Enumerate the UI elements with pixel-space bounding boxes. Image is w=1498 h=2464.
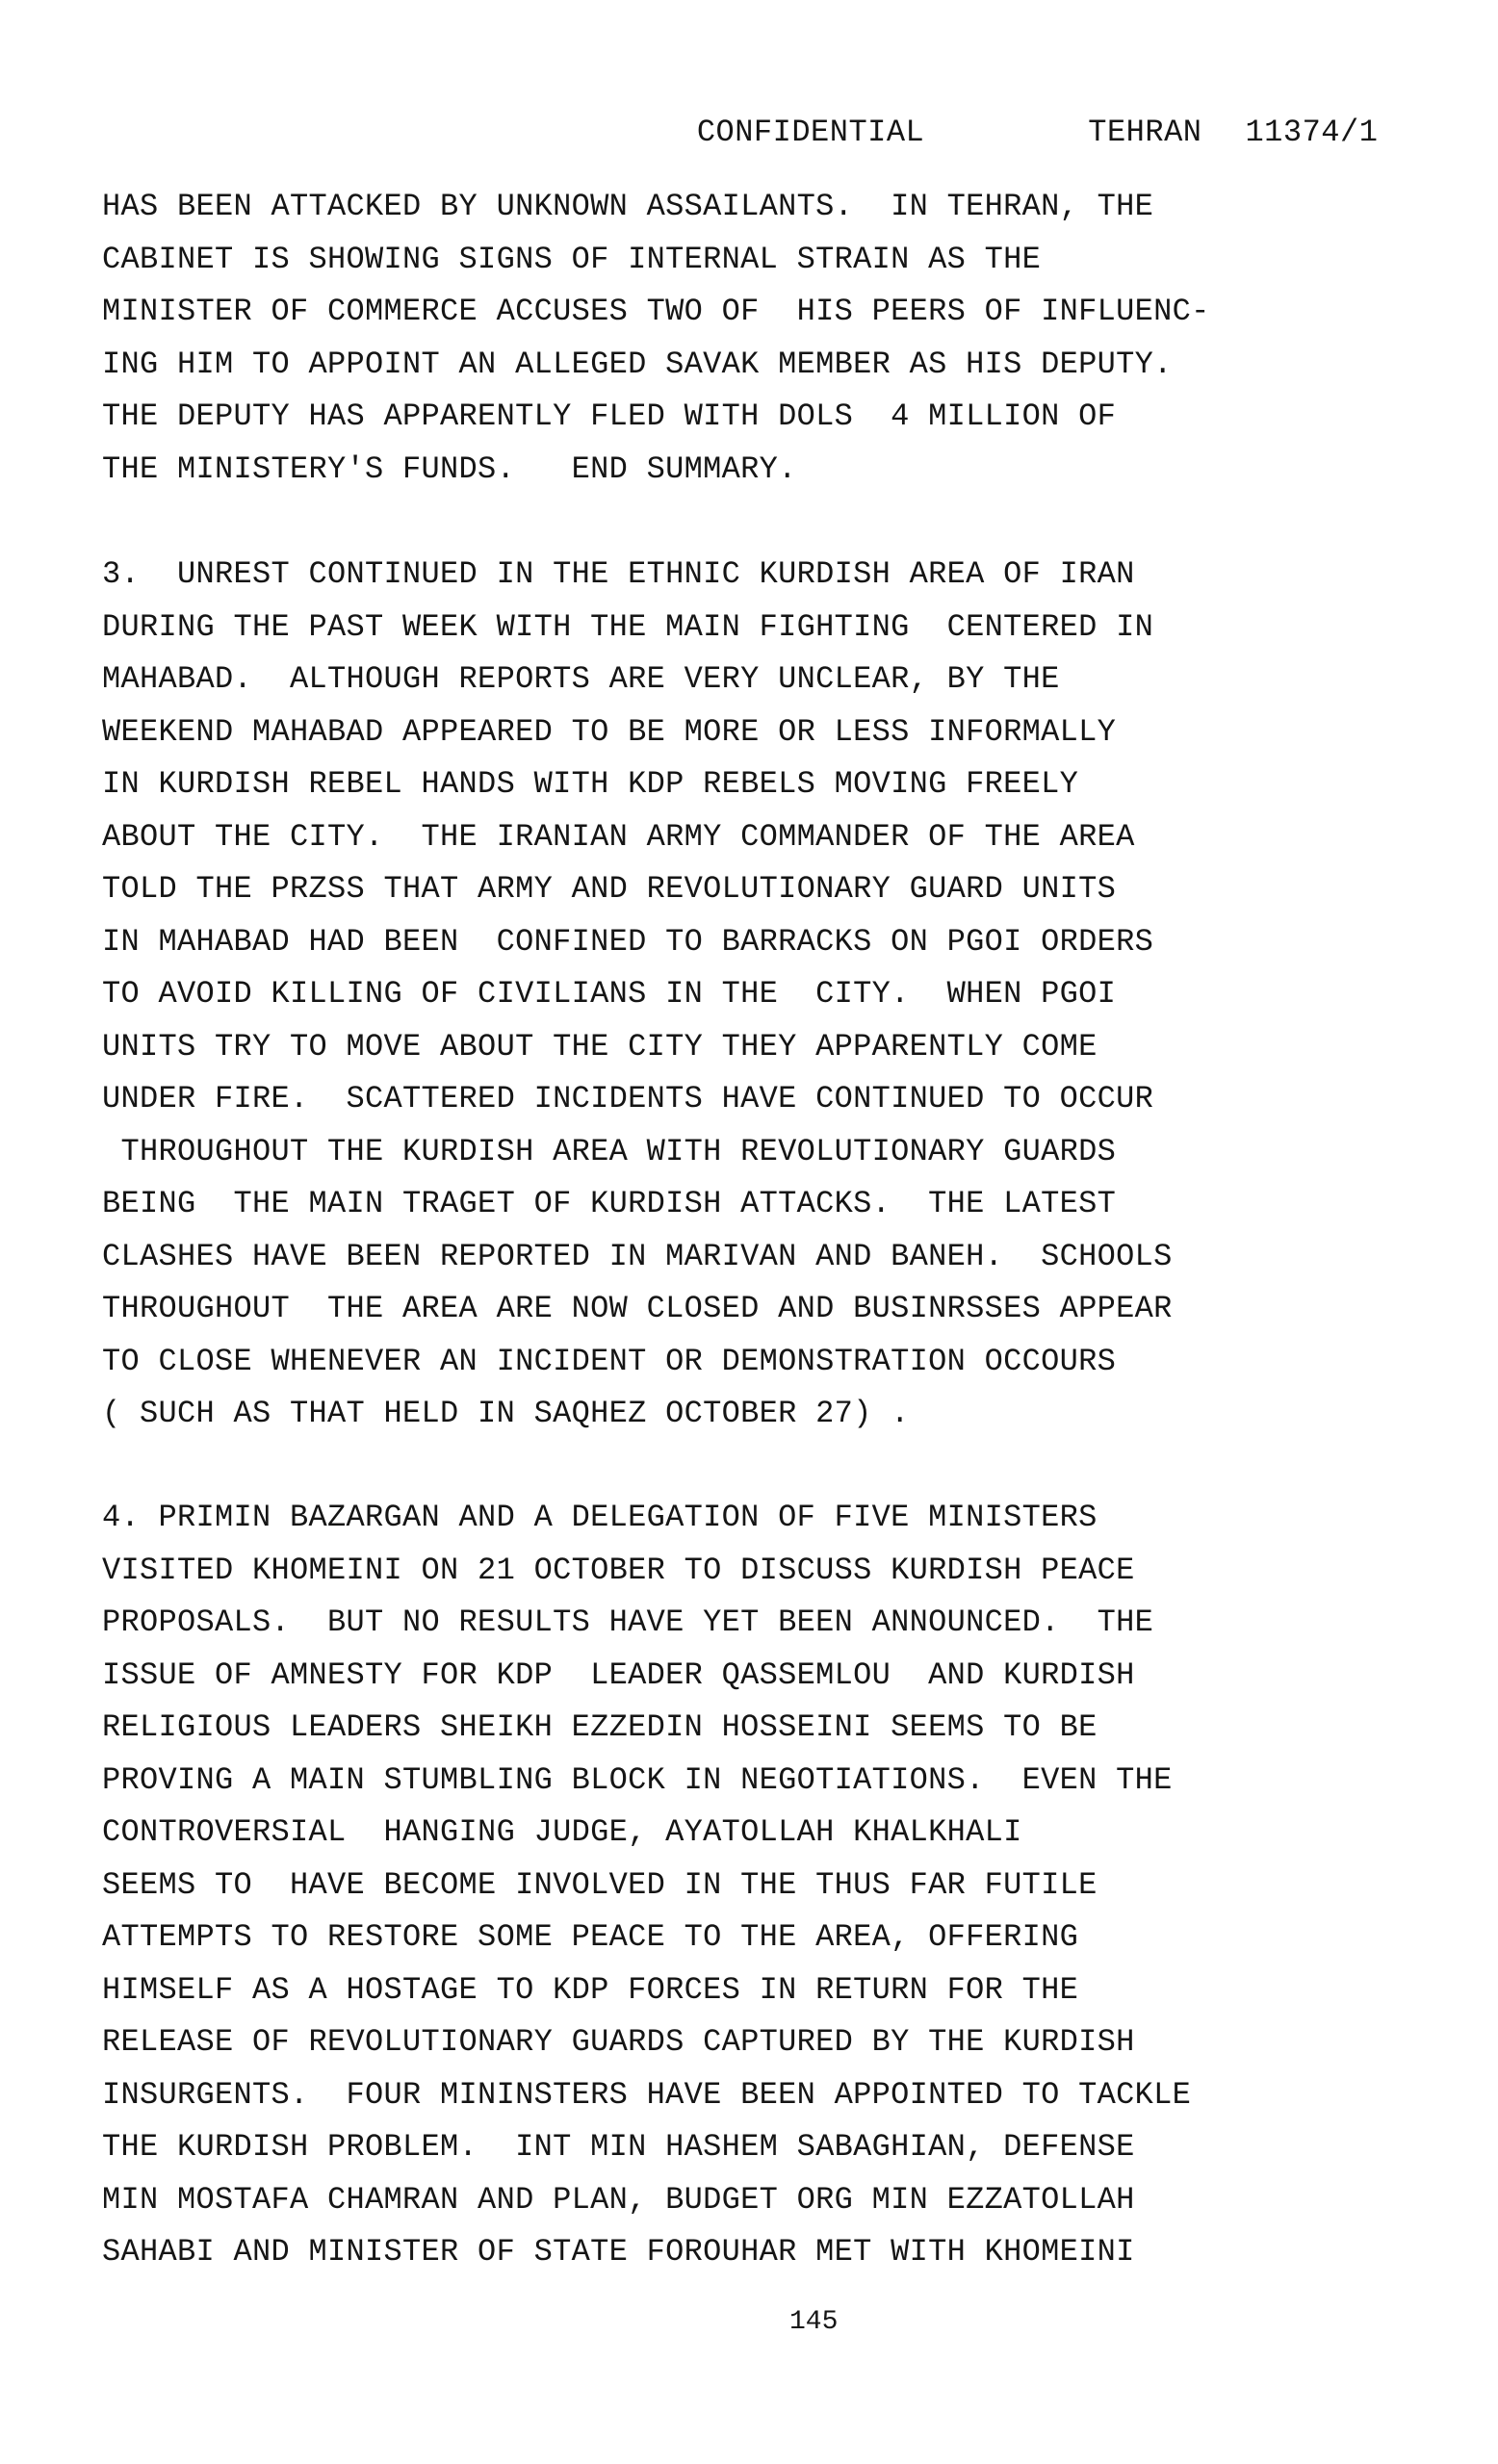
paragraph-4 bbox=[102, 1492, 1191, 2279]
text-line: UNITS TRY TO MOVE ABOUT THE CITY THEY APPARENTLY COME bbox=[102, 1028, 1098, 1065]
text-line: ( SUCH AS THAT HELD IN SAQHEZ OCTOBER 27) . bbox=[102, 1396, 910, 1431]
text-line: WEEKEND MAHABAD APPEARED TO BE MORE OR LESS INFORMALLY bbox=[102, 713, 1117, 750]
text-line: THROUGHOUT THE AREA ARE NOW CLOSED AND BUSINRSSES APPEAR bbox=[102, 1291, 1173, 1326]
text-line: 4. PRIMIN BAZARGAN AND A DELEGATION OF FIVE MINISTERS bbox=[102, 1500, 1098, 1535]
text-line: CONTROVERSIAL HANGING JUDGE, AYATOLLAH KHALKHALI bbox=[102, 1814, 1022, 1850]
text-line: IN KURDISH REBEL HANDS WITH KDP REBELS MOVING FREELY bbox=[102, 766, 1079, 802]
page-header bbox=[621, 79, 1378, 186]
text-line: TO CLOSE WHENEVER AN INCIDENT OR DEMONSTRATION OCCOURS bbox=[102, 1343, 1117, 1379]
text-line: CLASHES HAVE BEEN REPORTED IN MARIVAN AND BANEH. SCHOOLS bbox=[102, 1238, 1173, 1274]
text-line: SEEMS TO HAVE BECOME INVOLVED IN THE THUS FAR FUTILE bbox=[102, 1866, 1098, 1903]
text-line: MINISTER OF COMMERCE ACCUSES TWO OF HIS PEERS OF INFLUENC- bbox=[102, 294, 1210, 329]
text-line: THROUGHOUT THE KURDISH AREA WITH REVOLUTIONARY GUARDS bbox=[102, 1133, 1117, 1169]
text-line: DURING THE PAST WEEK WITH THE MAIN FIGHTING CENTERED IN bbox=[102, 608, 1154, 645]
text-line: THE MINISTERY'S FUNDS. END SUMMARY. bbox=[102, 450, 797, 487]
text-line: MIN MOSTAFA CHAMRAN AND PLAN, BUDGET ORG MIN EZZATOLLAH bbox=[102, 2181, 1135, 2218]
text-line: RELIGIOUS LEADERS SHEIKH EZZEDIN HOSSEINI SEEMS TO BE bbox=[102, 1709, 1098, 1745]
text-line: TO AVOID KILLING OF CIVILIANS IN THE CITY. WHEN PGOI bbox=[102, 976, 1117, 1012]
cable-reference: 11374/1 bbox=[1245, 115, 1379, 150]
text-line: PROVING A MAIN STUMBLING BLOCK IN NEGOTIATIONS. EVEN THE bbox=[102, 1761, 1173, 1798]
text-line: 3. UNREST CONTINUED IN THE ETHNIC KURDISH AREA OF IRAN bbox=[102, 556, 1135, 592]
text-line: VISITED KHOMEINI ON 21 OCTOBER TO DISCUSS KURDISH PEACE bbox=[102, 1552, 1135, 1588]
text-line: INSURGENTS. FOUR MININSTERS HAVE BEEN APPOINTED TO TACKLE bbox=[102, 2076, 1192, 2113]
text-line: CABINET IS SHOWING SIGNS OF INTERNAL STRAIN AS THE bbox=[102, 241, 1042, 277]
text-line: UNDER FIRE. SCATTERED INCIDENTS HAVE CONTINUED TO OCCUR bbox=[102, 1081, 1154, 1116]
page-number: 145 bbox=[789, 2307, 839, 2337]
location-label: TEHRAN bbox=[1088, 115, 1202, 150]
classification-marking: CONFIDENTIAL bbox=[696, 115, 925, 150]
text-line: ING HIM TO APPOINT AN ALLEGED SAVAK MEMBER AS HIS DEPUTY. bbox=[102, 346, 1173, 382]
text-line: BEING THE MAIN TRAGET OF KURDISH ATTACKS. THE LATEST bbox=[102, 1186, 1117, 1221]
text-line: ABOUT THE CITY. THE IRANIAN ARMY COMMANDER OF THE AREA bbox=[102, 818, 1135, 855]
text-line: THE KURDISH PROBLEM. INT MIN HASHEM SABAGHIAN, DEFENSE bbox=[102, 2129, 1135, 2165]
text-line: THE DEPUTY HAS APPARENTLY FLED WITH DOLS 4 MILLION OF bbox=[102, 398, 1117, 434]
text-line: MAHABAD. ALTHOUGH REPORTS ARE VERY UNCLEAR, BY THE bbox=[102, 661, 1060, 697]
text-line: ISSUE OF AMNESTY FOR KDP LEADER QASSEMLOU AND KURDISH bbox=[102, 1656, 1135, 1693]
text-line: PROPOSALS. BUT NO RESULTS HAVE YET BEEN ANNOUNCED. THE bbox=[102, 1604, 1154, 1640]
paragraph-summary-continued bbox=[102, 181, 1210, 496]
text-line: HAS BEEN ATTACKED BY UNKNOWN ASSAILANTS. IN TEHRAN, THE bbox=[102, 189, 1154, 224]
text-line: IN MAHABAD HAD BEEN CONFINED TO BARRACKS ON PGOI ORDERS bbox=[102, 923, 1154, 960]
paragraph-3 bbox=[102, 549, 1173, 1441]
text-line: ATTEMPTS TO RESTORE SOME PEACE TO THE AREA, OFFERING bbox=[102, 1919, 1079, 1955]
text-line: SAHABI AND MINISTER OF STATE FOROUHAR MET WITH KHOMEINI bbox=[102, 2234, 1135, 2270]
text-line: RELEASE OF REVOLUTIONARY GUARDS CAPTURED BY THE KURDISH bbox=[102, 2024, 1135, 2060]
text-line: HIMSELF AS A HOSTAGE TO KDP FORCES IN RETURN FOR THE bbox=[102, 1971, 1079, 2008]
text-line: TOLD THE PRZSS THAT ARMY AND REVOLUTIONARY GUARD UNITS bbox=[102, 871, 1117, 907]
